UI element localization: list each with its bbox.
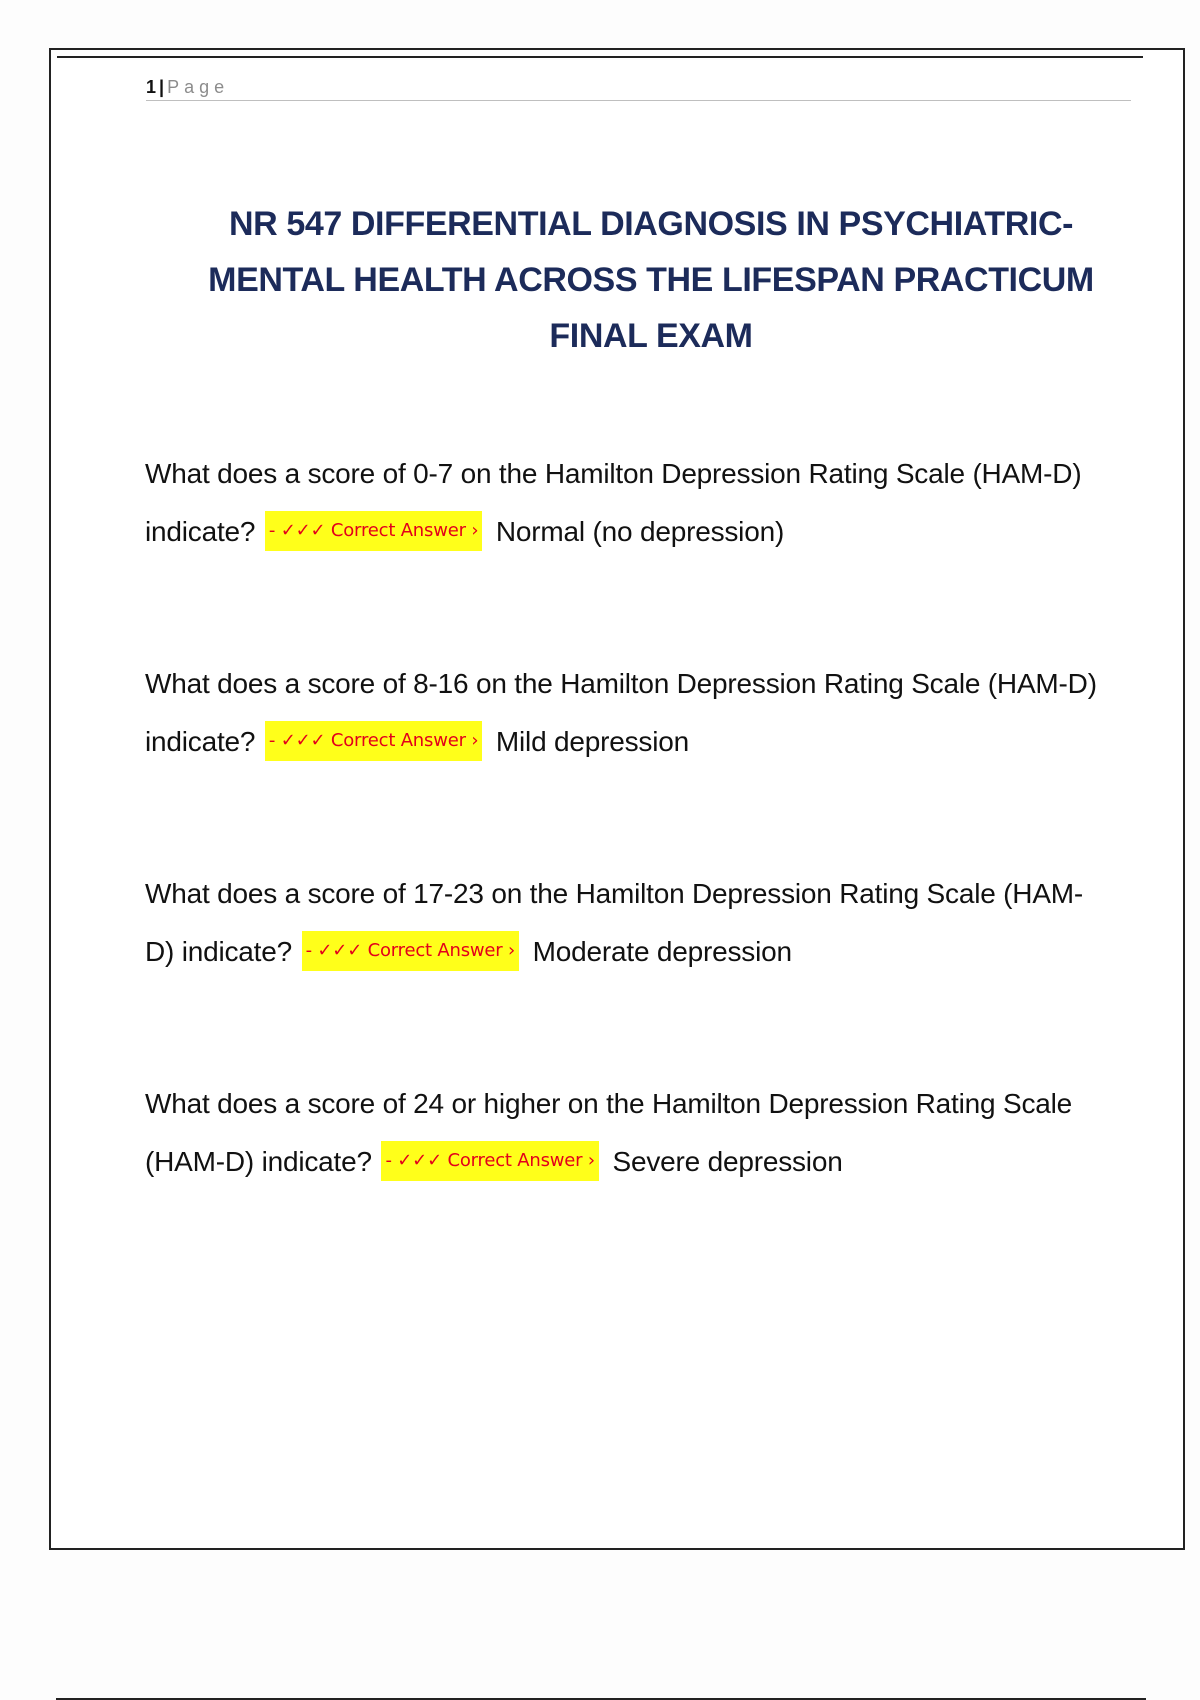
answer-text: Moderate depression bbox=[532, 936, 792, 967]
correct-answer-badge: - ✓✓✓ Correct Answer › bbox=[265, 511, 482, 551]
correct-answer-badge: - ✓✓✓ Correct Answer › bbox=[302, 931, 519, 971]
question-text: What does a score of 0-7 on the Hamilton Depression Rating Scale (HAM-D) indicate? bbox=[145, 458, 1082, 547]
question-item bbox=[145, 865, 1105, 1075]
question-list bbox=[145, 445, 1105, 1285]
question-item bbox=[145, 655, 1105, 865]
header-top-rule bbox=[57, 56, 1143, 58]
question-item bbox=[145, 1075, 1105, 1285]
page-number: 1 bbox=[146, 77, 157, 97]
title-line: NR 547 DIFFERENTIAL DIAGNOSIS IN PSYCHIATRIC- bbox=[228, 205, 1074, 243]
question-text: What does a score of 8-16 on the Hamilton Depression Rating Scale (HAM-D) indicate? bbox=[145, 668, 1097, 757]
page-separator: | bbox=[159, 77, 165, 97]
correct-answer-badge: - ✓✓✓ Correct Answer › bbox=[381, 1141, 598, 1181]
answer-text: Normal (no depression) bbox=[495, 516, 785, 547]
question-item bbox=[145, 445, 1105, 655]
question-text: What does a score of 24 or higher on the Hamilton Depression Rating Scale (HAM-D) indicate? bbox=[145, 1088, 1073, 1177]
page-label: Page bbox=[167, 77, 230, 97]
title-line: FINAL EXAM bbox=[549, 317, 753, 355]
document-title bbox=[146, 196, 1156, 364]
page-header bbox=[146, 76, 1131, 101]
answer-text: Severe depression bbox=[612, 1146, 843, 1177]
title-line: MENTAL HEALTH ACROSS THE LIFESPAN PRACTICUM bbox=[208, 261, 1094, 299]
question-text: What does a score of 17-23 on the Hamilton Depression Rating Scale (HAM-D) indicate? bbox=[145, 878, 1084, 967]
answer-text: Mild depression bbox=[495, 726, 690, 757]
correct-answer-badge: - ✓✓✓ Correct Answer › bbox=[265, 721, 482, 761]
